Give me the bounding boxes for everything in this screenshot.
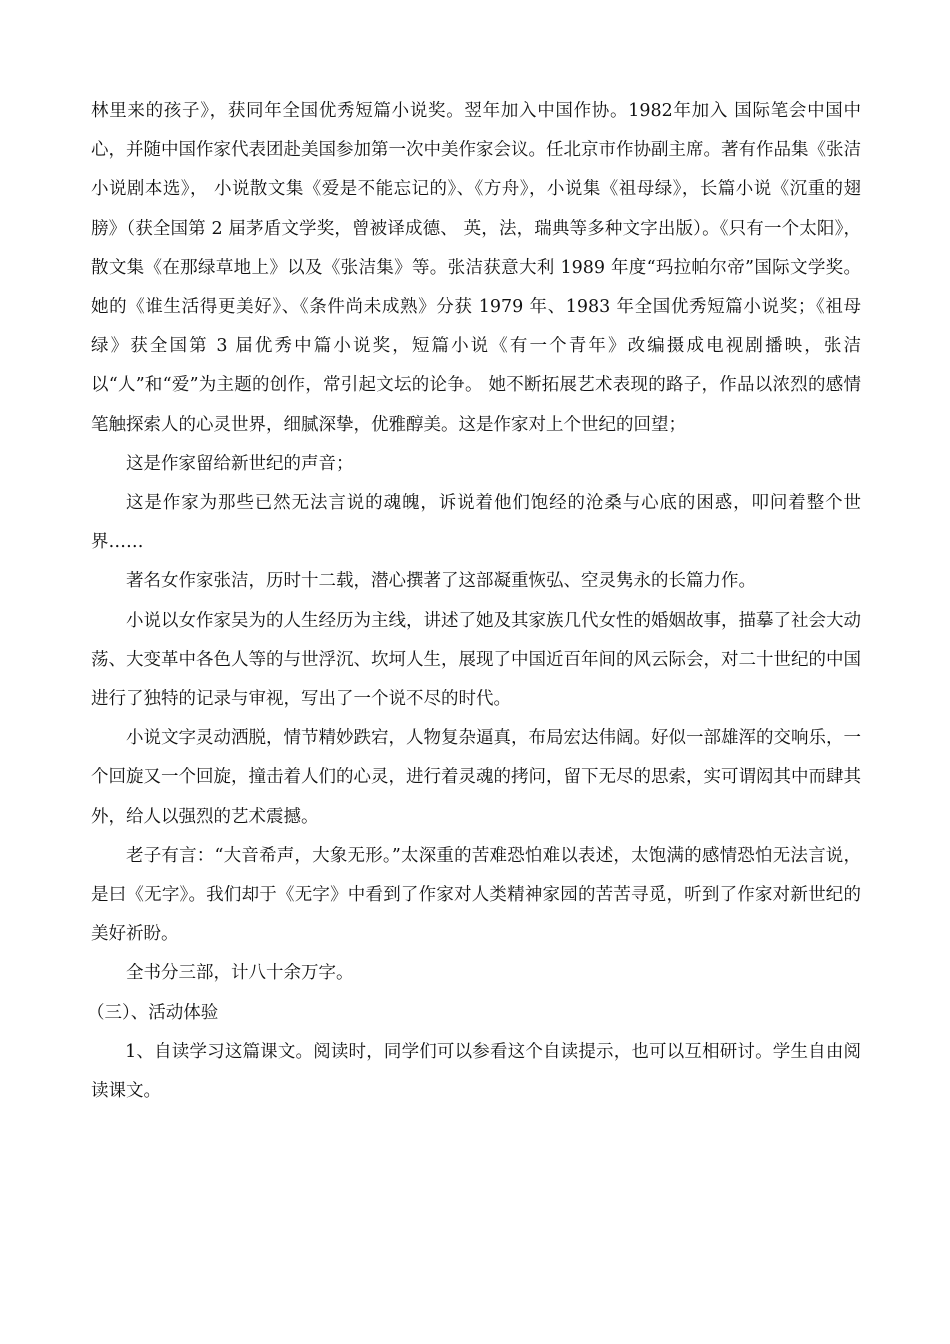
section-heading: （三）、活动体验 bbox=[87, 1002, 219, 1023]
paragraph-new-century-voice: 这是作家留给新世纪的声音； bbox=[126, 453, 354, 474]
paragraph-book-length: 全书分三部，计八十余万字。 bbox=[126, 963, 354, 984]
activity-item-1: 1、自读学习这篇课文。阅读时，同学们可以参看这个自读提示，也可以互相研讨。学生自由阅读课文。 bbox=[91, 1041, 861, 1102]
paragraph-plot-summary: 小说以女作家吴为的人生经历为主线，讲述了她及其家族几代女性的婚姻故事，描摹了社会大动荡、大变革中各色人等的与世浮沉、坎坷人生，展现了中国近百年间的风云际会，对二十世纪的中国进行了独特的记录与审视，写出了一个说不尽的时代。 bbox=[91, 610, 861, 710]
paragraph-author-intro: 著名女作家张洁，历时十二载，潜心撰著了这部凝重恢弘、空灵隽永的长篇力作。 bbox=[126, 571, 756, 592]
paragraph-souls: 这是作家为那些已然无法言说的魂魄，诉说着他们饱经的沧桑与心底的困惑，叩问着整个世界…… bbox=[91, 493, 861, 553]
paragraph-style: 小说文字灵动洒脱，情节精妙跌宕，人物复杂逼真，布局宏达伟阔。好似一部雄浑的交响乐，一个回旋又一个回旋，撞击着人们的心灵，进行着灵魂的拷问，留下无尽的思索，实可谓闳其中而肆其外，给人以强烈的艺术震撼。 bbox=[91, 728, 861, 827]
paragraph-laozi-quote: 老子有言：“大音希声，大象无形。”太深重的苦难恐怕难以表述，太饱满的感情恐怕无法言说，是曰《无字》。我们却于《无字》中看到了作家对人类精神家园的苦苦寻觅，听到了作家对新世纪的美好祈盼。 bbox=[91, 845, 861, 945]
author-bio-paragraph: 林里来的孩子》，获同年全国优秀短篇小说奖。翌年加入中国作协。1982年加入 国际笔会中国中心，并随中国作家代表团赴美国参加第一次中美作家会议。任北京市作协副主席。著有作品集《张洁小说剧本选》， 小说散文集《爱是不能忘记的》、《方舟》，小说集《祖母绿》，长篇小说《沉重的翅膀》（获全国第 2 届茅盾文学奖，曾被译成德、 英，法，瑞典等多种文字出版）。《只有一个太阳》，散文集《在那绿草地上》以及《张洁集》等。张洁获意大利 1989 年度“玛拉帕尔帝”国际文学奖。她的《谁生活得更美好》、《条件尚未成熟》分获 1979 年、1983 年全国优秀短篇小说奖；《祖母绿》获全国第 3 届优秀中篇小说奖，短篇小说《有一个青年》改编摄成电视剧播映，张洁以“人”和“爱”为主题的创作，常引起文坛的论争。 她不断拓展艺术表现的路子，作品以浓烈的感情笔触探索人的心灵世界，细腻深挚，优雅醇美。这是作家对上个世纪的回望； bbox=[91, 101, 861, 435]
document-body bbox=[87, 92, 861, 1111]
